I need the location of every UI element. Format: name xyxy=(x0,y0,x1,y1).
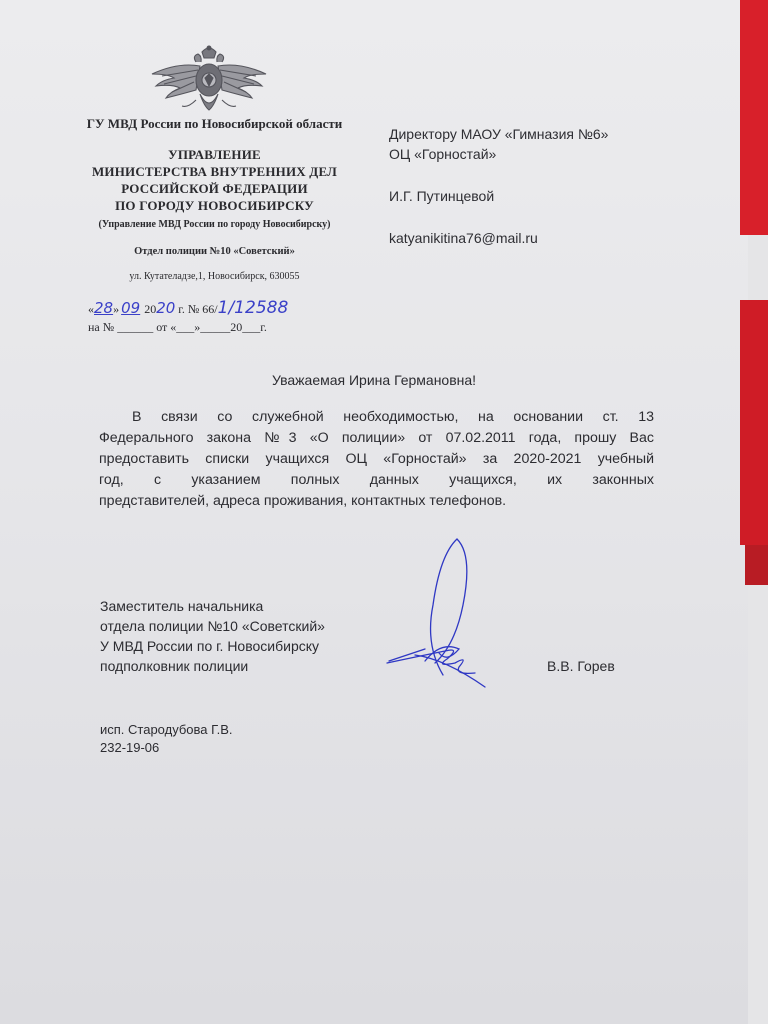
signatory-line: подполковник полиции xyxy=(100,658,249,674)
department-title-line: МИНИСТЕРСТВА ВНУТРЕННИХ ДЕЛ xyxy=(91,164,338,179)
signatory-line: У МВД России по г. Новосибирску xyxy=(100,638,320,654)
police-department: Отдел полиции №10 «Советский» xyxy=(134,246,295,257)
letter-body xyxy=(99,407,654,512)
body-line: представителей, адреса проживания, контактных телефонов. xyxy=(99,493,507,509)
background-red-object xyxy=(740,300,768,545)
department-address: ул. Кутателадзе,1, Новосибирск, 630055 xyxy=(129,271,300,282)
department-title-line: РОССИЙСКОЙ ФЕДЕРАЦИИ xyxy=(121,181,308,196)
handwritten-month: 09 xyxy=(121,299,141,317)
signature-icon xyxy=(385,535,505,695)
body-line: год, с указанием полных данных учащихся, их законных xyxy=(99,472,654,488)
handwritten-number: 1/12588 xyxy=(217,298,289,318)
year-prefix: 20 xyxy=(144,302,157,316)
addressee-email: katyanikitina76@mail.ru xyxy=(389,230,538,246)
salutation: Уважаемая Ирина Германовна! xyxy=(272,372,477,388)
executor-phone: 232-19-06 xyxy=(100,740,160,755)
org-name: ГУ МВД России по Новосибирской области xyxy=(86,116,343,131)
number-label: г. № 66/ xyxy=(178,302,218,316)
addressee-position: Директору МАОУ «Гимназия №6» xyxy=(389,126,609,142)
date-separator: » xyxy=(113,302,120,316)
handwritten-year: 20 xyxy=(156,299,176,317)
addressee-organization: ОЦ «Горностай» xyxy=(389,146,497,162)
date-open-quote: « xyxy=(88,302,94,316)
signatory-name: В.В. Горев xyxy=(547,658,615,674)
background-red-object xyxy=(745,545,768,585)
executor-block xyxy=(100,721,232,757)
department-title-line: УПРАВЛЕНИЕ xyxy=(168,147,261,162)
emblem-icon xyxy=(148,44,270,120)
department-title-line: ПО ГОРОДУ НОВОСИБИРСКУ xyxy=(115,198,314,213)
background-red-object xyxy=(740,0,768,235)
addressee-name: И.Г. Путинцевой xyxy=(389,188,495,204)
department-short-name: (Управление МВД России по городу Новосибирску) xyxy=(98,219,331,230)
reply-line: на № ______ от «___»_____20___г. xyxy=(88,320,267,334)
body-line: В связи со служебной необходимостью, на основании ст. 13 xyxy=(132,409,654,425)
signatory-block xyxy=(100,596,325,676)
handwritten-day: 28 xyxy=(94,299,114,317)
registration-line xyxy=(88,298,288,318)
signatory-line: отдела полиции №10 «Советский» xyxy=(100,618,325,634)
body-line: предоставить списки учащихся ОЦ «Горностай» за 2020-2021 учебный xyxy=(99,451,654,467)
body-line: Федерального закона №3 «О полиции» от 07.02.2011 года, прошу Вас xyxy=(99,430,654,446)
signatory-line: Заместитель начальника xyxy=(100,598,264,614)
executor-name: исп. Стародубова Г.В. xyxy=(100,722,233,737)
